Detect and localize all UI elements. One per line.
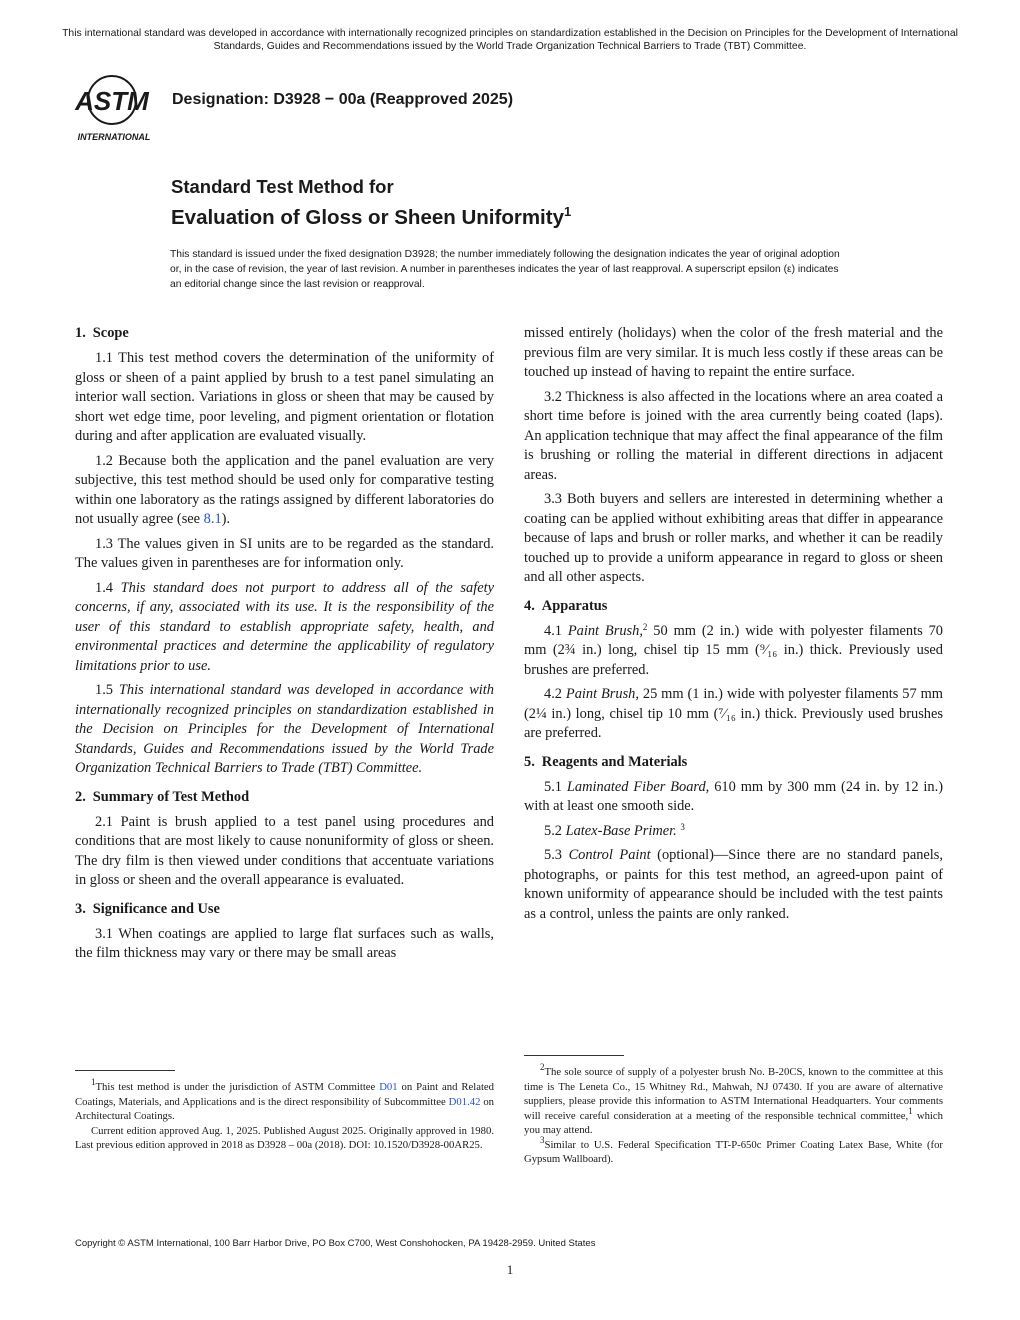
paragraph-4-2: 4.2 Paint Brush, 25 mm (1 in.) wide with polyester filaments 57 mm (2¼ in.) long, chisel tip 10 mm (⁷⁄₁₆ in.) thick. Previously used brushes are preferred. xyxy=(524,686,943,741)
section-heading-reagents: 5. Reagents and Materials xyxy=(524,753,688,770)
standards-banner: This international standard was developed in accordance with internationally recognized principles on standardization established in the Decision on Principles for the Development of International Standards, Guides and Recommendations issued by the World Trade Organization Technical Barriers to Trade (TBT) Committee. xyxy=(62,28,958,52)
footnote-rule-right xyxy=(524,1055,624,1056)
paragraph-5-3: 5.3 Control Paint (optional)—Since there are no standard panels, photographs, or paints for this test method, an agreed-upon paint of known uniformity of appearance should be included with the test paints as a control, unless the paints are only ranked. xyxy=(524,847,944,922)
footnote-2-ref[interactable]: 2 xyxy=(642,621,648,632)
intro-note: This standard is issued under the fixed designation D3928; the number immediately following the designation indicates the year of original adoption or, in the case of revision, the year of last revision. A number in parentheses indicates the year of last reapproval. A superscript epsilon (ε) indicates an editorial change since the last revision or reapproval. xyxy=(170,249,840,290)
paragraph-4-1: 4.1 Paint Brush,$^2$ 50 mm (2 in.) wide with polyester filaments 70 mm (2¾ in.) long, chisel tip 15 mm (⁹⁄₁₆ in.) thick. Previously used brushes are preferred. xyxy=(524,621,943,678)
footnote-3-ref[interactable]: 3 xyxy=(680,821,685,832)
svg-text:INTERNATIONAL: INTERNATIONAL xyxy=(77,132,151,142)
footnotes-right xyxy=(524,1062,943,1167)
designation: Designation: D3928 − 00a (Reapproved 2025) xyxy=(172,91,514,108)
section-heading-summary: 2. Summary of Test Method xyxy=(75,788,250,805)
paragraph-3-2: 3.2 Thickness is also affected in the locations where an area coated a short time before is joined with the area currently being coated (laps). An application technique that may affect the final appearance of the film is brushing or rolling the material in different directions in adjacent areas. xyxy=(524,388,943,483)
committee-d01-link[interactable]: D01 xyxy=(379,1081,398,1093)
footnote-2-text: $^2$The sole source of supply of a polyester brush No. B-20CS, known to the committee at this time is The Leneta Co., 15 Whitney Rd., Mahwah, NJ 07430. If you are aware of alternative suppliers, please provide this information to ASTM International Headquarters. Your comments will receive careful consideration at a meeting of the responsible technical committee,$^1$ which you may attend. xyxy=(524,1062,943,1136)
paragraph-1-5: 1.5 This international standard was developed in accordance with internationally recognized principles on standardization established in the Decision on Principles for the Development of International Standards, Guides and Recommendations issued by the World Trade Organization Technical Barriers to Trade (TBT) Committee. xyxy=(75,682,494,776)
footnote-rule-left xyxy=(75,1070,175,1071)
footnote-3-text: $^3$Similar to U.S. Federal Specification TT-P-650c Primer Coating Latex Base, White (for Gypsum Wallboard). xyxy=(524,1134,943,1165)
svg-text:ASTM: ASTM xyxy=(75,86,149,116)
paragraph-1-4: 1.4 This standard does not purport to address all of the safety concerns, if any, associated with its use. It is the responsibility of the user of this standard to establish appropriate safety, health, and environmental practices and determine the applicability of regulatory limitations prior to use. xyxy=(75,579,494,674)
paragraph-3-1-continued: missed entirely (holidays) when the color of the fresh material and the previous film are very similar. It is much less costly if these areas can be touched up instead of having to repaint the entire surface. xyxy=(524,325,943,380)
left-column xyxy=(75,324,494,969)
paragraph-2-1: 2.1 Paint is brush applied to a test panel using procedures and conditions that are most likely to cause nonuniformity of gloss or sheen. The dry film is then viewed under conditions that accentuate variations in gloss or sheen and the overall appearance is evaluated. xyxy=(75,813,494,888)
paragraph-1-2: 1.2 Because both the application and the panel evaluation are very subjective, this test method should be used only for comparative testing within one laboratory as the ratings assigned by different laboratories do not usually agree (see 8.1). xyxy=(75,452,494,527)
section-heading-scope: 1. Scope xyxy=(75,325,129,341)
astm-logo-graphic xyxy=(74,74,164,144)
page-number: 1 xyxy=(506,1262,514,1277)
paragraph-3-3: 3.3 Both buyers and sellers are interested in determining whether a coating can be applied without exhibiting areas that differ in appearance because of laps and brush or roller marks, and whether it can be readily touched up to provide a uniform appearance in regard to gloss or sheen and all other aspects. xyxy=(524,491,943,585)
title-line-1: Standard Test Method for xyxy=(171,176,394,197)
footnote-1 xyxy=(75,1077,495,1153)
subcommittee-d01-42-link[interactable]: D01.42 xyxy=(448,1095,481,1108)
footnote-1-text: $^1$This test method is under the jurisdiction of ASTM Committee D01 on Paint and Related Coatings, Materials, and Applications and is the direct responsibility of Subcommittee D01.42 on Architectural Coatings. xyxy=(75,1077,495,1122)
right-column xyxy=(524,324,943,929)
paragraph-5-2: 5.2 Latex-Base Primer. $^3$ xyxy=(544,821,685,839)
paragraph-1-1: 1.1 This test method covers the determination of the uniformity of gloss or sheen of a paint applied by brush to a test panel simulating an interior wall section. Variations in gloss or sheen that may be caused by short wet edge time, poor leveling, and pigment orientation or flotation during and after application are evaluated visually. xyxy=(75,350,494,444)
footnote-1-edition: Current edition approved Aug. 1, 2025. Published August 2025. Originally approved in 1980. Last previous edition approved in 2018 as D3928 – 00a (2018). DOI: 10.1520/D3928-00AR25. xyxy=(75,1124,494,1151)
document-title xyxy=(171,176,571,232)
paragraph-1-3: 1.3 The values given in SI units are to be regarded as the standard. The values given in parentheses are for information only. xyxy=(75,535,494,571)
section-heading-significance: 3. Significance and Use xyxy=(75,900,220,917)
paragraph-5-1: 5.1 Laminated Fiber Board, 610 mm by 300 mm (24 in. by 12 in.) with at least one smooth side. xyxy=(524,778,944,814)
section-heading-apparatus: 4. Apparatus xyxy=(524,597,608,614)
title-footnote-mark[interactable]: 1 xyxy=(563,204,572,219)
section-8-1-link[interactable]: 8.1 xyxy=(203,511,222,527)
astm-logo xyxy=(74,74,164,144)
paragraph-3-1: 3.1 When coatings are applied to large flat surfaces such as walls, the film thickness may vary or there may be small areas xyxy=(75,925,494,961)
title-line-2: Evaluation of Gloss or Sheen Uniformity$^1$ xyxy=(171,204,572,229)
copyright-line: Copyright © ASTM International, 100 Barr Harbor Drive, PO Box C700, West Conshohocken, PA 19428-2959. United States xyxy=(75,1238,596,1249)
